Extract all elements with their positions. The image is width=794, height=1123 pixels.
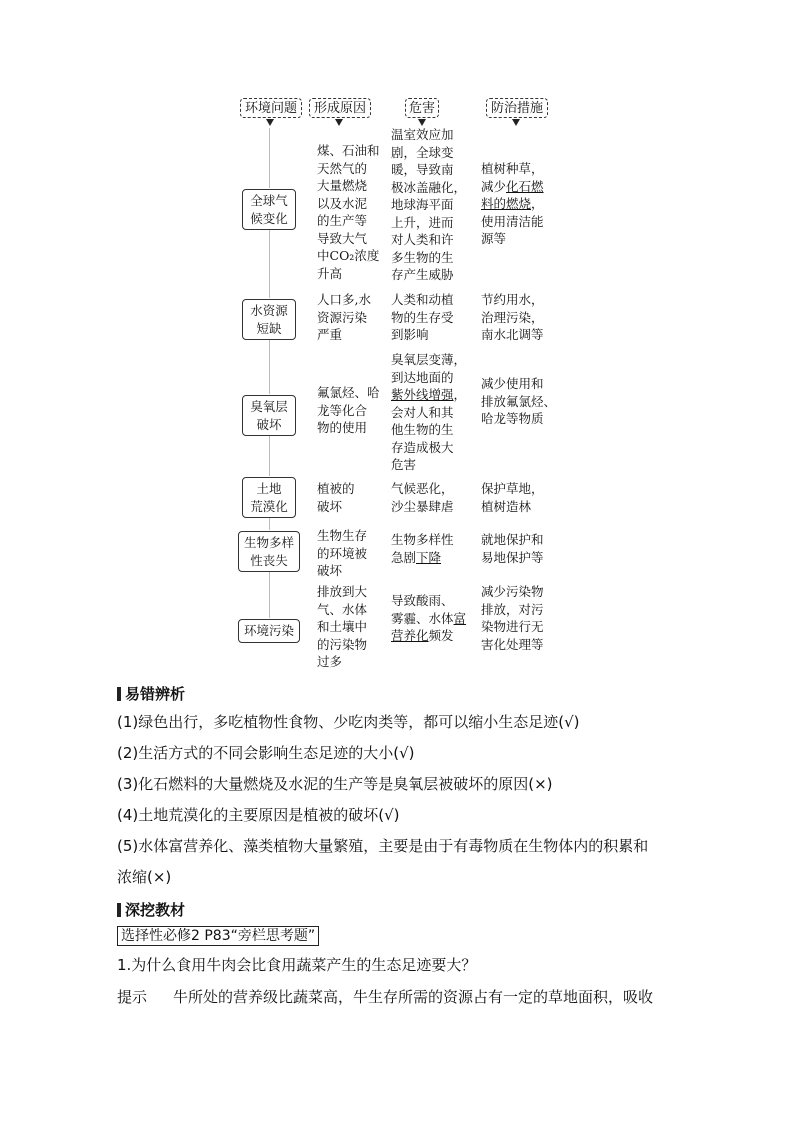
connector-line: [269, 570, 270, 618]
list-item: (4)土地荒漠化的主要原因是植被的破坏(√): [117, 806, 400, 824]
down-arrow-icon: [512, 119, 520, 126]
connector-line: [269, 128, 270, 188]
issue-global-climate: 全球气 候变化: [242, 189, 296, 230]
issue-desertification: 土地 荒漠化: [242, 477, 296, 518]
harm-cell: 臭氧层变薄， 到达地面的 紫外线增强， 会对人和其 他生物的生 存造成极大 危害: [391, 352, 467, 472]
connector-line: [269, 338, 270, 394]
harm-cell: 人类和动植 物的生存受 到影响: [391, 292, 454, 342]
measure-cell: 减少使用和 排放氟氯烃、 哈龙等物质: [481, 376, 557, 426]
measure-cell: 减少污染物 排放，对污 染物进行无 害化处理等: [481, 584, 544, 652]
cause-cell: 排放到大 气、水体 和土壤中 的污染物 过多: [317, 584, 368, 669]
measure-cell: 节约用水， 治理污染， 南水北调等: [481, 292, 544, 342]
section-heading-textbook: 深挖教材: [117, 899, 185, 920]
issue-pollution: 环境污染: [238, 619, 300, 643]
list-item: (5)水体富营养化、藻类植物大量繁殖，主要是由于有毒物质在生物体内的积累和: [117, 837, 649, 855]
source-reference: 选择性必修2 P83“旁栏思考题”: [117, 926, 319, 946]
harm-cell: 生物多样性 急剧下降: [391, 532, 454, 565]
harm-cell: 导致酸雨、 雾霾、水体富 营养化频发: [391, 593, 467, 643]
list-item: 浓缩(×): [117, 868, 172, 886]
issue-water-shortage: 水资源 短缺: [242, 299, 296, 340]
list-item: (2)生活方式的不同会影响生态足迹的大小(√): [117, 744, 415, 762]
header-measure: 防治措施: [486, 98, 548, 118]
down-arrow-icon: [335, 119, 343, 126]
list-item: (1)绿色出行，多吃植物性食物、少吃肉类等，都可以缩小生态足迹(√): [117, 713, 580, 731]
header-issue: 环境问题: [240, 98, 302, 118]
connector-line: [269, 434, 270, 476]
list-item: (3)化石燃料的大量燃烧及水泥的生产等是臭氧层被破坏的原因(×): [117, 775, 553, 793]
measure-cell: 就地保护和 易地保护等: [481, 532, 544, 565]
hint-text: 牛所处的营养级比蔬菜高，牛生存所需的资源占有一定的草地面积，吸收: [173, 988, 654, 1006]
cause-cell: 煤、石油和 天然气的 大量燃烧 以及水泥 的生产等 导致大气 中CO₂浓度 升高: [317, 143, 380, 281]
measure-cell: 保护草地， 植树造林: [481, 481, 544, 514]
section-heading-errors: 易错辨析: [117, 683, 185, 704]
hint-line: [117, 986, 653, 1008]
header-harm: 危害: [405, 98, 439, 118]
cause-cell: 植被的 破坏: [317, 481, 355, 514]
question-text: 1.为什么食用牛肉会比食用蔬菜产生的生态足迹要大？: [117, 956, 477, 974]
harm-cell: 气候恶化， 沙尘暴肆虐: [391, 481, 454, 514]
issue-biodiversity: 生物多样 性丧失: [238, 531, 300, 572]
down-arrow-icon: [418, 119, 426, 126]
down-arrow-icon: [266, 119, 274, 126]
measure-cell: 植树种草， 减少化石燃 料的燃烧， 使用清洁能 源等: [481, 161, 544, 246]
cause-cell: 氟氯烃、哈 龙等化合 物的使用: [317, 385, 380, 435]
connector-line: [269, 228, 270, 298]
hint-label: 提示: [117, 988, 148, 1006]
header-cause: 形成原因: [309, 98, 371, 118]
harm-cell: 温室效应加 剧，全球变 暖，导致南 极冰盖融化， 地球海平面 上升，进而 对人类和许 多生物的生 存产生威胁: [391, 127, 467, 282]
cause-cell: 人口多,水 资源污染 严重: [317, 292, 371, 342]
issue-ozone: 臭氧层 破坏: [242, 395, 296, 436]
cause-cell: 生物生存 的环境被 破坏: [317, 528, 368, 578]
